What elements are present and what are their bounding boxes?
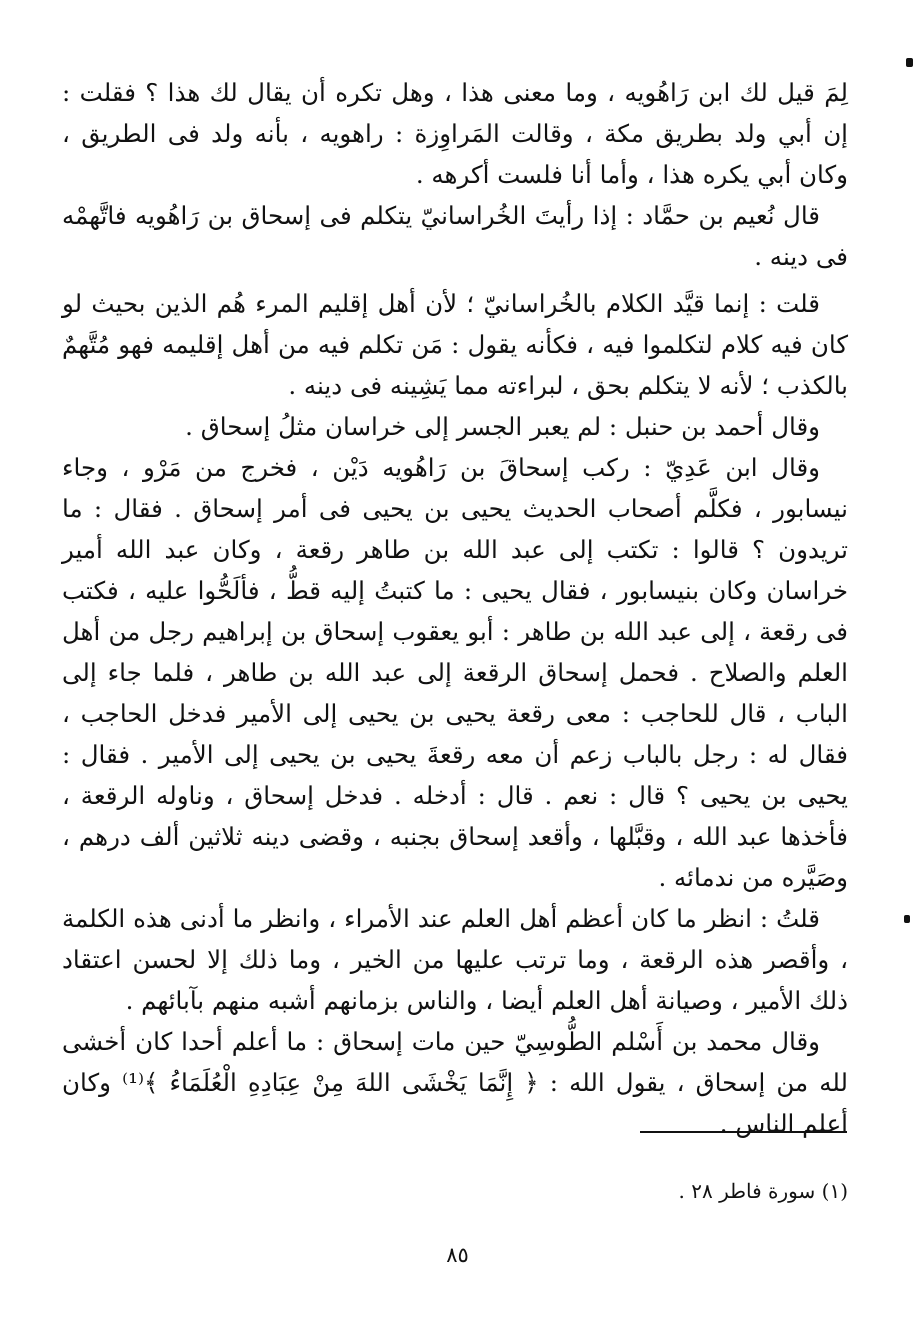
paragraph: وقال أحمد بن حنبل : لم يعبر الجسر إلى خراسان مثلُ إسحاق .: [185, 412, 820, 441]
paragraph: قلتُ : انظر ما كان أعظم أهل العلم عند الأمراء ، وانظر ما أدنى هذه الكلمة ، وأقصر هذه الرقعة ، وما ترتب عليها من الخير ، وما ذلك إلا لحسن اعتقاد ذلك الأمير ، وصيانة أهل العلم أيضا ، والناس بزمانهم أشبه منهم بآبائهم .: [62, 904, 848, 1015]
paragraph: قلت : إنما قيَّد الكلام بالخُراسانيّ ؛ لأن أهل إقليم المرء هُم الذين بحيث لو كان فيه كلام لتكلموا فيه ، فكأنه يقول : مَن تكلم فيه من أهل إقليمه فهو مُتَّهمٌ بالكذب ؛ لأنه لا يتكلم بحق ، لبراءته مما يَشِينه فى دينه .: [62, 289, 848, 400]
paragraph: قال نُعيم بن حمَّاد : إذا رأيتَ الخُراسانيّ يتكلم فى إسحاق بن رَاهُويه فاتَّهمْه فى دينه .: [62, 201, 848, 271]
main-text: [62, 72, 848, 1144]
paragraph: وقال محمد بن أَسْلم الطُّوسِيّ حين مات إسحاق : ما أعلم أحدا كان أخشى لله من إسحاق ، يقول الله : ﴿ إِنَّمَا يَخْشَى اللهَ مِنْ عِبَادِهِ الْعُلَمَاءُ ﴾⁽¹⁾ وكان أعلم الناس .: [62, 1027, 848, 1138]
paragraph: لِمَ قيل لك ابن رَاهُويه ، وما معنى هذا ، وهل تكره أن يقال لك هذا ؟ فقلت : إن أبي ولد بطريق مكة ، وقالت المَراوِزة : راهويه ، بأنه ولد فى الطريق ، وكان أبي يكره هذا ، وأما أنا فلست أكرهه .: [62, 78, 848, 189]
page-number: ٨٥: [446, 1243, 469, 1267]
footnote-separator: [640, 1131, 847, 1133]
paragraph: وقال ابن عَدِيّ : ركب إسحاقَ بن رَاهُويه دَيْن ، فخرج من مَرْو ، وجاء نيسابور ، فكلَّم أصحاب الحديث يحيى بن يحيى فى أمر إسحاق . فقال : ما تريدون ؟ قالوا : تكتب إلى عبد الله بن طاهر رقعة ، وكان عبد الله أمير خراسان وكان بنيسابور ، فقال يحيى : ما كتبتُ إليه قطُّ ، فألَحُّوا عليه ، فكتب فى رقعة ، إلى عبد الله بن طاهر : أبو يعقوب إسحاق بن إبراهيم رجل من أهل العلم والصلاح . فحمل إسحاق الرقعة إلى عبد الله بن طاهر ، فلما جاء إلى الباب ، قال للحاجب : معى رقعة يحيى بن يحيى إلى الأمير فدخل الحاجب ، فقال له : رجل بالباب زعم أن معه رقعةَ يحيى بن يحيى إلى الأمير . فقال : يحيى بن يحيى ؟ قال : نعم . قال : أدخله . فدخل إسحاق ، وناوله الرقعة ، فأخذها عبد الله ، وقبَّلها ، وأقعد إسحاق بجنبه ، وقضى دينه ثلاثين ألف درهم ، وصَيَّره من ندمائه .: [62, 453, 848, 892]
margin-mark: [906, 58, 913, 67]
margin-mark: [904, 915, 910, 923]
footnote: (١) سورة فاطر ٢٨ .: [678, 1179, 848, 1203]
